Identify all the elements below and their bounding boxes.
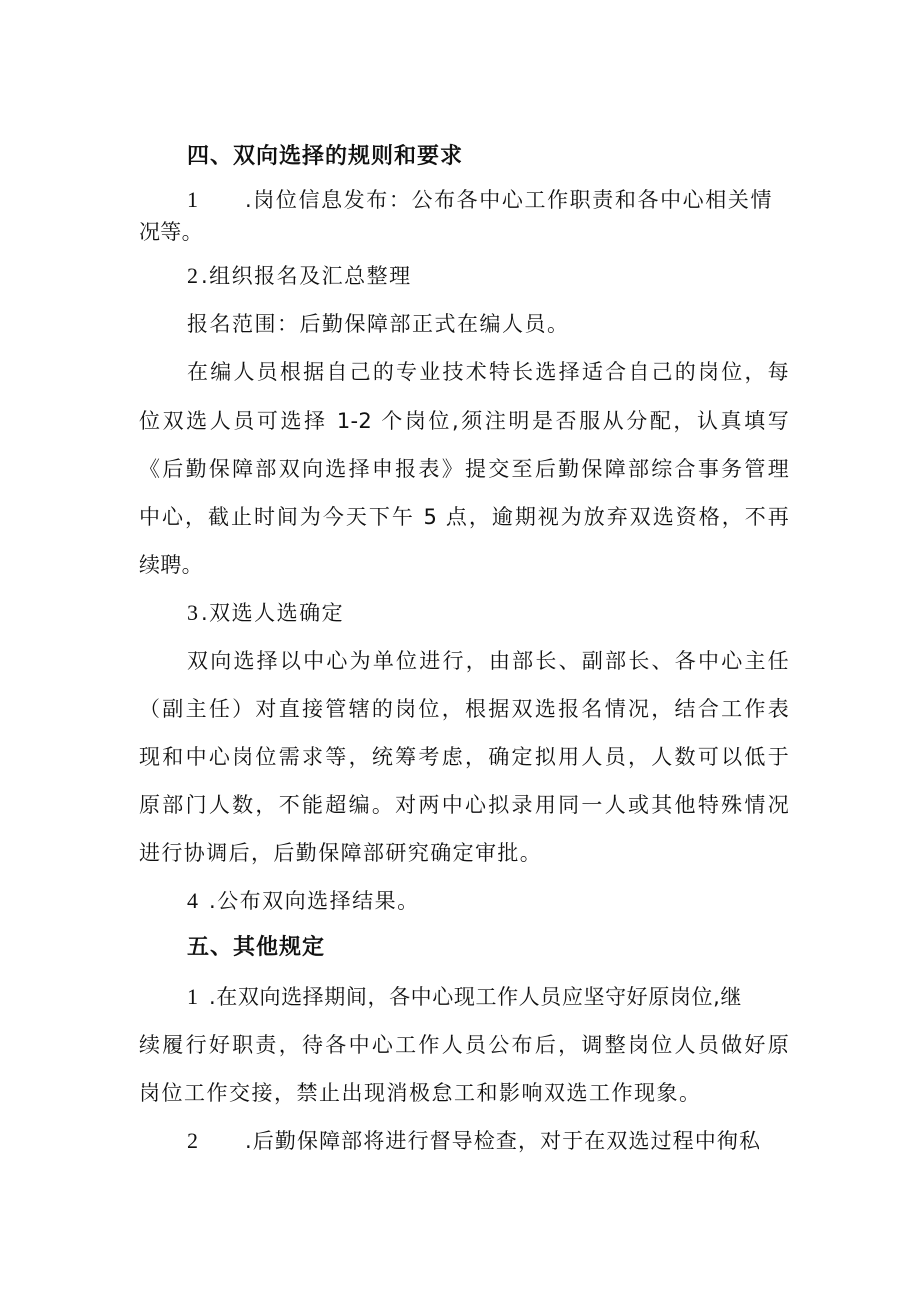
rule-2-number: 2 [187,1128,199,1153]
item-2-title: .组织报名及汇总整理 [201,264,412,288]
rule-1-line: 续履行好职责，待各中心工作人员公布后，调整岗位人员做好原 [139,1033,789,1057]
item-2-paragraph-line: 中心，截止时间为今天下午 5 点，逾期视为放弃双选资格，不再 [139,505,789,529]
item-3-paragraph-line: 原部门人数，不能超编。对两中心拟录用同一人或其他特殊情况 [139,793,789,817]
item-2-title-line [187,262,412,290]
item-4-title: .公布双向选择结果。 [209,889,420,913]
rule-2-line-1 [187,1127,789,1155]
item-3-paragraph-line: 双向选择以中心为单位进行，由部长、副部长、各中心主任 [187,649,789,673]
section-4-heading: 四、双向选择的规则和要求 [187,144,464,169]
item-2-number: 2 [187,263,199,288]
registration-scope: 报名范围：后勤保障部正式在编人员。 [187,312,570,336]
rule-1-line-1 [187,983,789,1011]
item-3-title: .双选人选确定 [201,601,345,625]
rule-2-text: .后勤保障部将进行督导检查，对于在双选过程中徇私 [245,1129,762,1153]
item-1-line-1 [187,186,789,214]
rule-1-number: 1 [187,984,199,1009]
item-3-paragraph-line: （副主任）对直接管辖的岗位，根据双选报名情况，结合工作表 [139,697,789,721]
item-3-paragraph-line: 现和中心岗位需求等，统筹考虑，确定拟用人员，人数可以低于 [139,745,789,769]
item-4-line [187,887,420,915]
item-1-text: .岗位信息发布：公布各中心工作职责和各中心相关情 [245,188,774,212]
item-3-paragraph-line: 进行协调后，后勤保障部研究确定审批。 [139,841,543,865]
item-1-number: 1 [187,187,199,212]
item-2-paragraph-line: 在编人员根据自己的专业技术特长选择适合自己的岗位，每 [187,360,789,384]
item-2-paragraph-line: 位双选人员可选择 1-2 个岗位,须注明是否服从分配，认真填写 [139,409,789,433]
item-3-number: 3 [187,600,199,625]
item-2-paragraph-line: 《后勤保障部双向选择申报表》提交至后勤保障部综合事务管理 [139,457,789,481]
rule-1-line: 岗位工作交接，禁止出现消极怠工和影响双选工作现象。 [139,1081,702,1105]
item-3-title-line [187,599,344,627]
item-4-number: 4 [187,888,199,913]
item-2-paragraph-line: 续聘。 [139,553,203,577]
rule-1-text: .在双向选择期间，各中心现工作人员应坚守好原岗位,继 [209,985,742,1009]
item-1-line-2: 况等。 [139,220,203,244]
section-5-heading: 五、其他规定 [187,935,326,960]
